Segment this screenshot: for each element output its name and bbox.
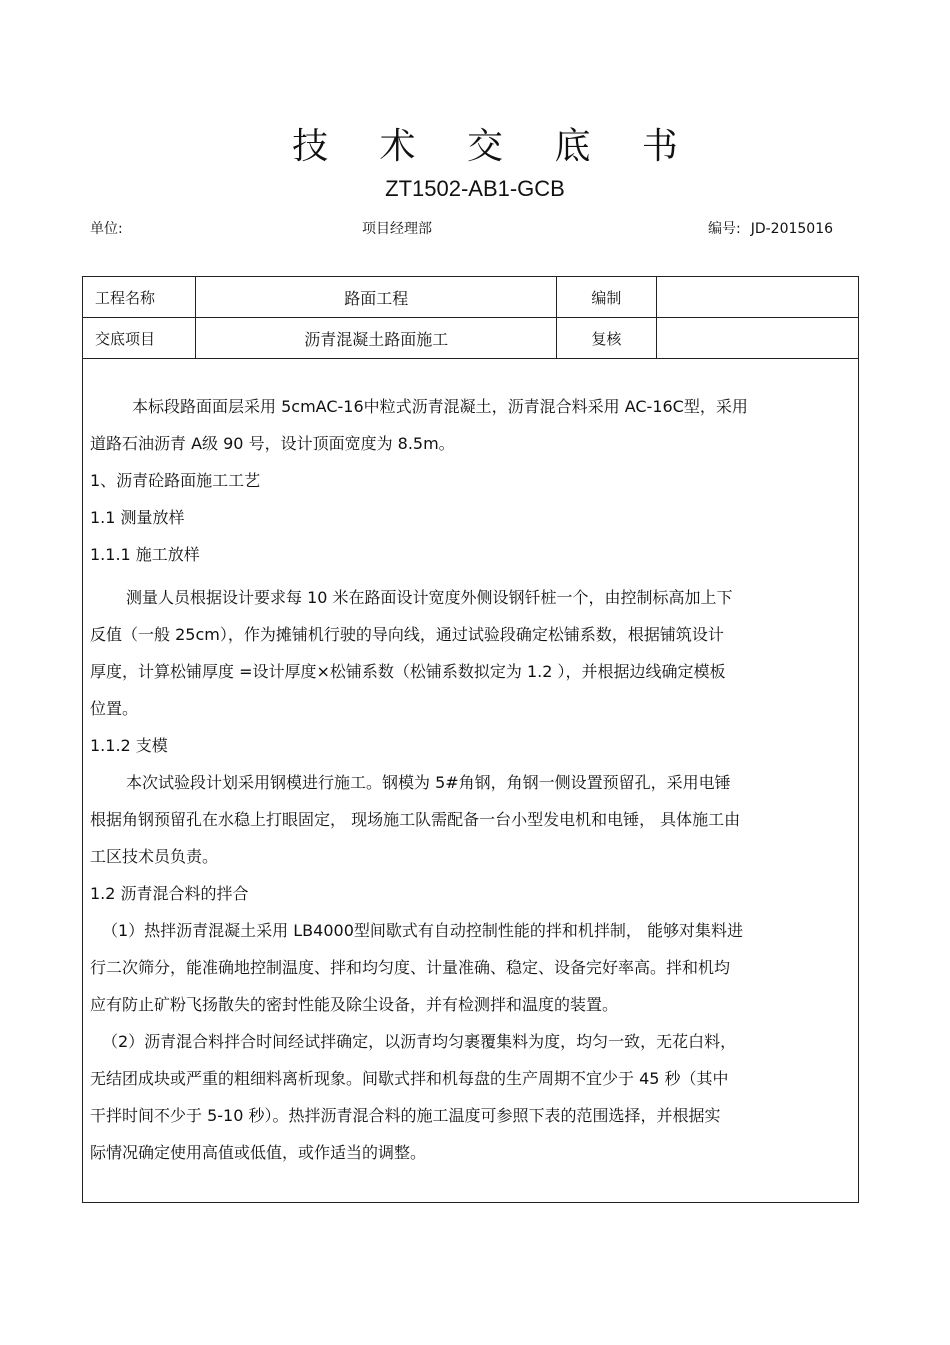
table-row (83, 318, 859, 359)
item-label: 交底项目 (83, 318, 196, 359)
section-heading: 1.2 沥青混合料的拌合 (90, 884, 249, 903)
unit-value: 项目经理部 (362, 221, 432, 237)
paragraph-line: 工区技术员负责。 (90, 847, 219, 866)
paragraph-line: 无结团成块或严重的粗细料离析现象。间歇式拌和机每盘的生产周期不宜少于 45 秒（其中 (90, 1069, 729, 1088)
unit-label: 单位: (90, 221, 123, 237)
content-body (90, 388, 850, 1171)
review-value (656, 318, 858, 359)
paragraph-line: 位置。 (90, 699, 139, 718)
paragraph-line: 反值（一般 25cm），作为摊铺机行驶的导向线，通过试验段确定松铺系数，根据铺筑设计 (90, 625, 724, 644)
document-title: 技 术 交 底 书 (292, 126, 698, 167)
paragraph-line: 测量人员根据设计要求每 10 米在路面设计宽度外侧设钢钎桩一个，由控制标高加上下 (126, 588, 733, 607)
paragraph-line: 根据角钢预留孔在水稳上打眼固定， 现场施工队需配备一台小型发电机和电锤， 具体施工由 (90, 810, 741, 829)
section-heading: 1、沥青砼路面施工工艺 (90, 471, 261, 490)
paragraph-line: 行二次筛分，能准确地控制温度、拌和均匀度、计量准确、稳定、设备完好率高。拌和机均 (90, 958, 731, 977)
paragraph-line: 干拌时间不少于 5-10 秒）。热拌沥青混合料的施工温度可参照下表的范围选择，并根据实 (90, 1106, 721, 1125)
compile-label: 编制 (557, 277, 656, 318)
document-code: ZT1502-AB1-GCB (385, 176, 565, 201)
section-heading: 1.1 测量放样 (90, 508, 185, 527)
paragraph-line: 厚度，计算松铺厚度 =设计厚度×松铺系数（松铺系数拟定为 1.2 ），并根据边线确定模板 (90, 662, 726, 681)
paragraph-line: （1）热拌沥青混凝土采用 LB4000型间歇式有自动控制性能的拌和机拌制， 能够对集料进 (102, 921, 743, 940)
paragraph-line: 际情况确定使用高值或低值，或作适当的调整。 (90, 1143, 427, 1162)
paragraph-line: 道路石油沥青 A级 90 号，设计顶面宽度为 8.5m。 (90, 434, 455, 453)
paragraph-line: 应有防止矿粉飞扬散失的密封性能及除尘设备，并有检测拌和温度的装置。 (90, 995, 619, 1014)
section-heading: 1.1.2 支模 (90, 736, 168, 755)
paragraph-line: 本标段路面面层采用 5cmAC-16中粒式沥青混凝土，沥青混合料采用 AC-16C型，采用 (132, 397, 748, 416)
paragraph-line: 本次试验段计划采用钢模进行施工。钢模为 5#角钢，角钢一侧设置预留孔，采用电锤 (126, 773, 731, 792)
document-number (708, 218, 843, 238)
compile-value (656, 277, 858, 318)
paragraph-line: （2）沥青混合料拌合时间经试拌确定，以沥青均匀裹覆集料为度，均匀一致，无花白料， (102, 1032, 737, 1051)
item-value: 沥青混凝土路面施工 (196, 318, 557, 359)
table-row (83, 277, 859, 318)
section-heading: 1.1.1 施工放样 (90, 545, 200, 564)
info-table (82, 276, 859, 359)
review-label: 复核 (557, 318, 656, 359)
number-value: JD-2015016 (750, 221, 834, 237)
number-label: 编号: (708, 221, 741, 237)
project-name-value: 路面工程 (196, 277, 557, 318)
project-name-label: 工程名称 (83, 277, 196, 318)
